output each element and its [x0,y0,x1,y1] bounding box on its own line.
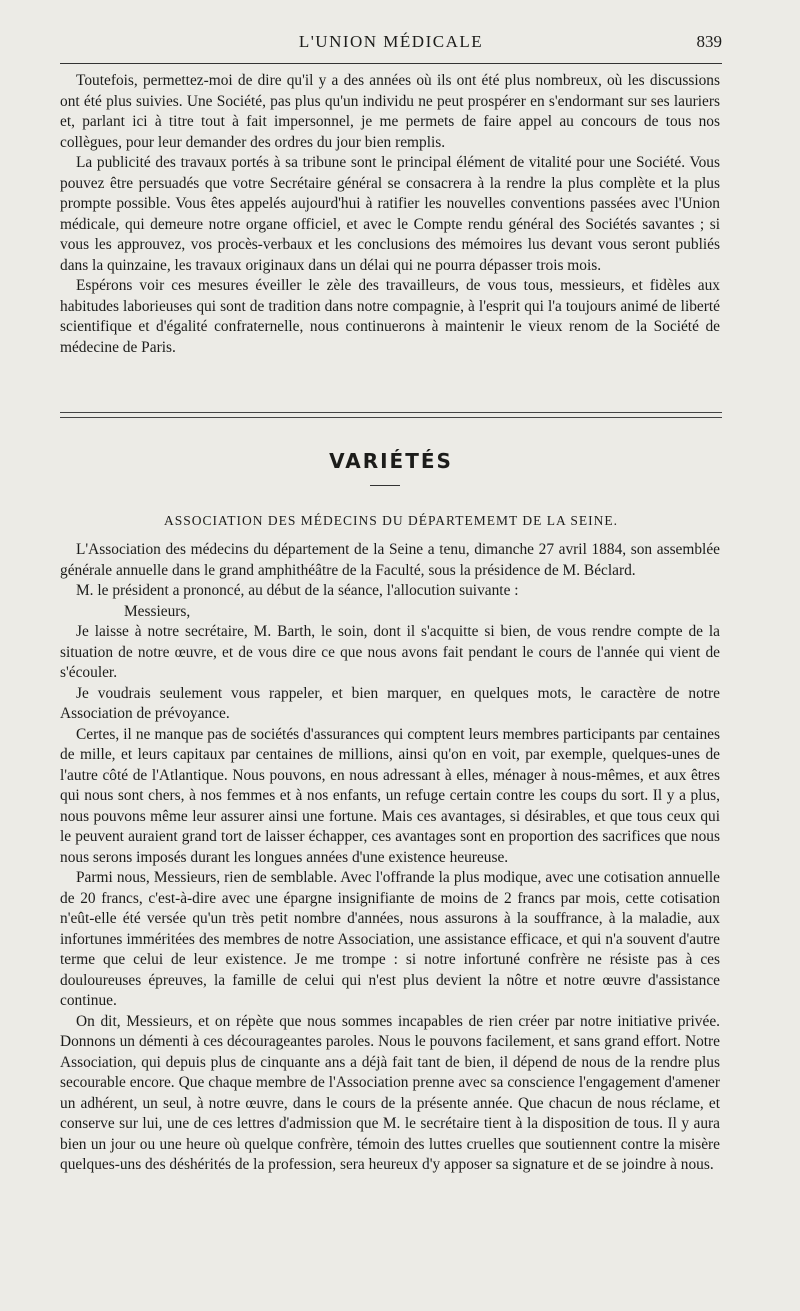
section-title: VARIÉTÉS [329,449,453,473]
article-subtitle: ASSOCIATION DES MÉDECINS DU DÉPARTEMEMT DE LA SEINE. [164,513,618,528]
title-rule [370,485,400,486]
salutation: Messieurs, [124,602,191,620]
paragraph: Je voudrais seulement vous rappeler, et bien marquer, en quelques mots, le caractère de notre Association de prévoyance. [60,684,720,722]
paragraph: L'Association des médecins du département de la Seine a tenu, dimanche 27 avril 1884, son assemblée générale annuelle dans le grand amphithéâtre de la Faculté, sous la présidence de M. Béclard. [60,541,720,579]
paragraph: Je laisse à notre secrétaire, M. Barth, le soin, dont il s'acquitte si bien, de vous rendre compte de la situation de notre œuvre, et de vous dire ce que nous avons fait pendant le cours de l'année qui vient de s'écouler. [60,623,720,681]
article-text [60,540,720,1176]
paragraph: M. le président a prononcé, au début de la séance, l'allocution suivante : [76,582,519,599]
header-rule [60,63,722,64]
paragraph: Espérons voir ces mesures éveiller le zèle des travailleurs, de vous tous, messieurs, et fidèles aux habitudes laborieuses qui sont de tradition dans notre compagnie, à l'esprit qui l'a toujours animé de liberté scientifique et d'égalité confraternelle, nous continuerons à maintenir le vieux renom de la Société de médecine de Paris. [60,277,720,356]
paragraph: La publicité des travaux portés à sa tribune sont le principal élément de vitalité pour une Société. Vous pouvez être persuadés que votre Secrétaire général se consacrera à la rendre la plus complète et la plus prompte possible. Vous êtes appelés aujourd'hui à ratifier les nouvelles conventions passées avec l'Union médicale, qui demeure notre organe officiel, et avec le Compte rendu général des Sociétés savantes ; si vous les approuvez, vos procès-verbaux et les conclusions des mémoires lus devant vous seront publiés dans la quinzaine, les travaux originaux dans un délai qui ne pourra dépasser trois mois. [60,154,720,274]
page-number: 839 [696,32,722,51]
running-head: L'UNION MÉDICALE [298,32,484,51]
paragraph: Certes, il ne manque pas de sociétés d'assurances qui comptent leurs membres participants par centaines de mille, et leurs capitaux par centaines de millions, ainsi qu'on en voit, par exemple, quelques-unes de l'autre côté de l'Atlantique. Nous pouvons, en nous adressant à elles, ménager à nous-mêmes, et aux êtres qui nous sont chers, à nos femmes et à nos enfants, un refuge certain contre les coups du sort. Il y a plus, nous pouvons même leur assurer ainsi une fortune. Mais ces avantages, si désirables, et que tous ceux qui le peuvent auraient grand tort de laisser échapper, ces avantages sont en proportion des sacrifices que nous nous serons imposés durant les longues années d'une existence heureuse. [60,725,720,866]
paragraph: Toutefois, permettez-moi de dire qu'il y a des années où ils ont été plus nombreux, où les discussions ont été plus suivies. Une Société, pas plus qu'un individu ne peut prospérer en s'endormant sur ses lauriers et, parlant ici à titre tout à fait impersonnel, je me permets de faire appel au concours de tous nos collègues, pour leur demander des ordres du jour bien remplis. [60,72,720,151]
previous-article-text [60,71,720,358]
paragraph: On dit, Messieurs, et on répète que nous sommes incapables de rien créer par notre initiative privée. Donnons un démenti à ces décourageantes paroles. Nous le pouvons facilement, et sans grand effort. Notre Association, qui depuis plus de cinquante ans a déjà fait tant de bien, il dépend de nous de la rendre plus secourable encore. Que chaque membre de l'Association prenne avec sa conscience l'engagement d'amener un adhérent, un seul, à notre œuvre, dans le cours de la présente année. Que chacun de nous réclame, et conserve sur lui, une de ces lettres d'admission que M. le secrétaire tient à la disposition de tous. Il y aura bien un jour ou une heure où quelque confrère, témoin des luttes cruelles que soutiennent contre la misère quelques-uns des déshérités de la profession, sera heureux d'y apposer sa signature et de se joindre à nous. [60,1012,720,1173]
paragraph: Parmi nous, Messieurs, rien de semblable. Avec l'offrande la plus modique, avec une cotisation annuelle de 20 francs, c'est-à-dire avec une épargne insignifiante de moins de 2 francs par mois, cette cotisation n'eût-elle été versée qu'un très petit nombre d'années, nous assurons à la souffrance, à la maladie, aux infortunes imméritées des membres de notre Association, une assistance efficace, et qui n'a souvent d'autre terme que celui de leur existence. Je me trompe : si notre infortuné confrère ne résiste pas à ces douloureuses épreuves, la famille de celui qui n'est plus devient la nôtre et notre œuvre d'assistance continue. [60,869,720,1009]
page-header [60,32,722,62]
section-separator [60,412,722,418]
